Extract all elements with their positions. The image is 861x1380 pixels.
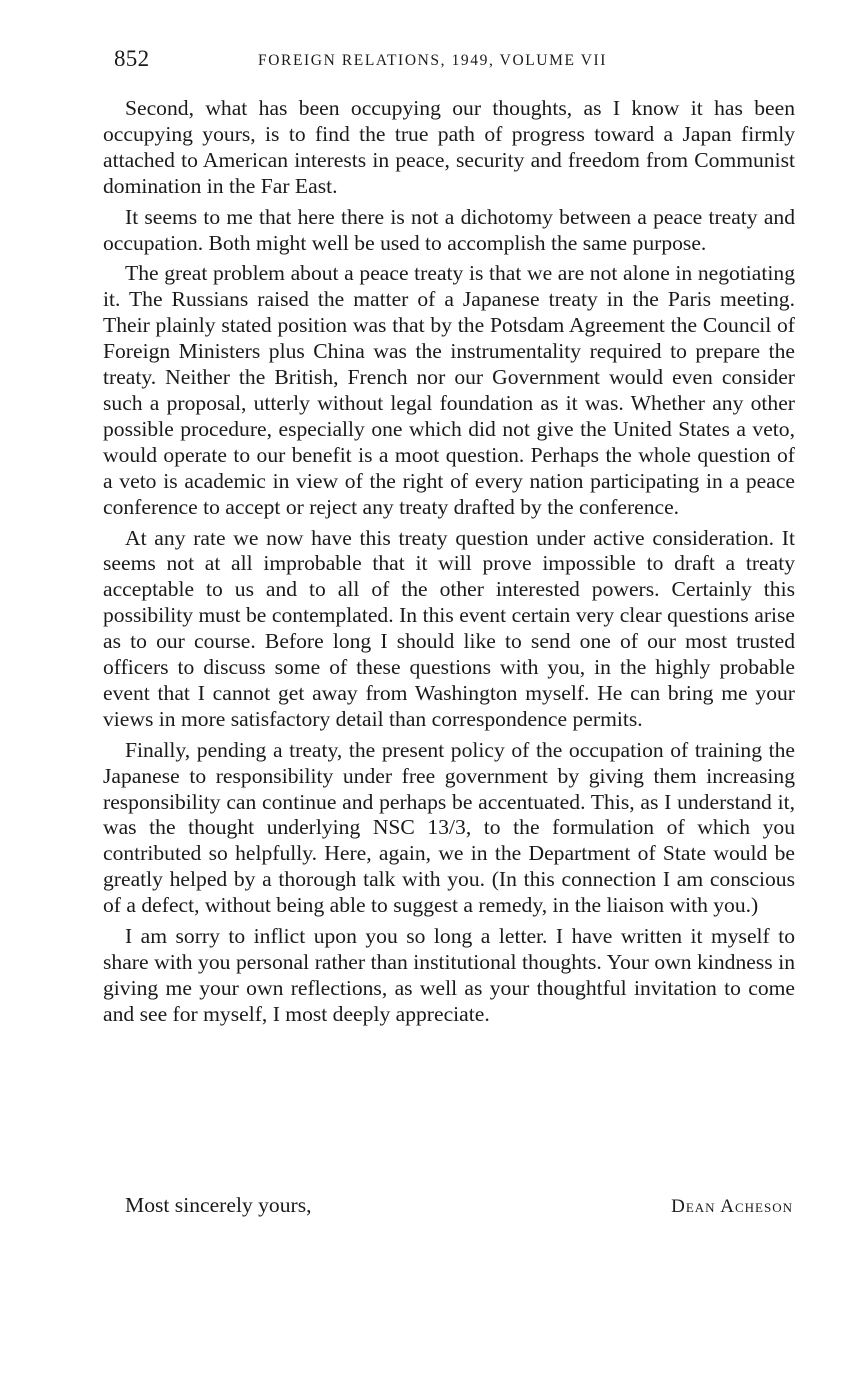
paragraph: The great problem about a peace treaty is that we are not alone in negotiating it. The Russians raised the matter of a Japanese treaty in the Paris meeting. Their plainly stated position was that by the Potsdam Agreement the Council of Foreign Ministers plus China was the instrumentality required to prepare the treaty. Neither the British, French nor our Government would even consider such a proposal, utterly without legal foundation as it was. Whether any other possible procedure, especially one which did not give the United States a veto, would operate to our benefit is a moot question. Perhaps the whole question of a veto is academic in view of the right of every nation participating in a peace conference to accept or reject any treaty drafted by the conference. (103, 261, 795, 519)
paragraph: At any rate we now have this treaty question under active consideration. It seems not at all improbable that it will prove impossible to draft a treaty acceptable to us and to all of the other interested powers. Certainly this possibility must be contemplated. In this event certain very clear questions arise as to our course. Before long I should like to send one of our most trusted officers to discuss some of these questions with you, in the highly probable event that I cannot get away from Washington myself. He can bring me your views in more satisfactory detail than correspondence permits. (103, 525, 795, 731)
paragraph: Second, what has been occupying our thoughts, as I know it has been occupying yours, is to find the true path of progress toward a Japan firmly attached to American interests in peace, security and freedom from Communist domination in the Far East. (103, 96, 795, 198)
complimentary-close: Most sincerely yours, (125, 1193, 312, 1217)
paragraph: Finally, pending a treaty, the present policy of the occupation of training the Japanese to responsibility under free government by giving them increasing responsibility can continue and perhaps be accentuated. This, as I understand it, was the thought underlying NSC 13/3, to the formulation of which you contributed so helpfully. Here, again, we in the Department of State would be greatly helped by a thorough talk with you. (In this connection I am conscious of a defect, without being able to suggest a remedy, in the liaison with you.) (103, 737, 795, 918)
letter-body (103, 96, 795, 1033)
paragraph: It seems to me that here there is not a dichotomy between a peace treaty and occupation. Both might well be used to accomplish the same purpose. (103, 204, 795, 255)
running-head: FOREIGN RELATIONS, 1949, VOLUME VII (258, 52, 608, 69)
page-header (114, 46, 794, 76)
page-number: 852 (114, 46, 150, 71)
paragraph: I am sorry to inflict upon you so long a letter. I have written it myself to share with you personal rather than institutional thoughts. Your own kindness in giving me your own reflections, as well as your thoughtful invitation to come and see for myself, I most deeply appreciate. (103, 924, 795, 1026)
signature: Dean Acheson (671, 1196, 793, 1217)
letter-closing (103, 1193, 793, 1223)
